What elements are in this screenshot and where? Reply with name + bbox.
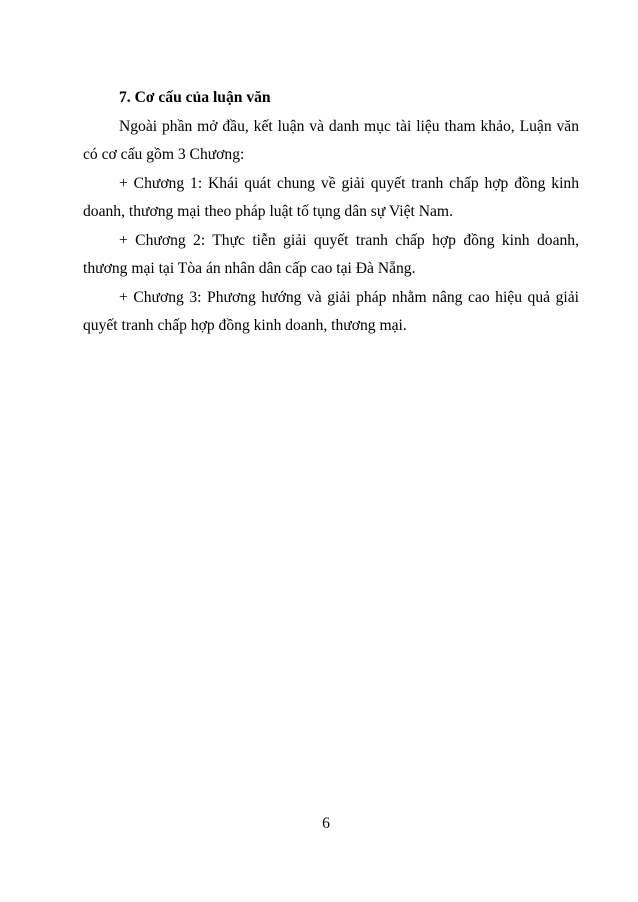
paragraph-chapter-2: + Chương 2: Thực tiễn giải quyết tranh chấp hợp đồng kinh doanh, thương mại tại Tòa án nhân dân cấp cao tại Đà Nẵng.: [83, 231, 579, 277]
paragraph-chapter-3: + Chương 3: Phương hướng và giải pháp nhằm nâng cao hiệu quả giải quyết tranh chấp hợp đồng kinh doanh, thương mại.: [83, 288, 579, 334]
page-number: 6: [322, 815, 330, 832]
document-body: [83, 84, 579, 341]
paragraph-intro: Ngoài phần mở đầu, kết luận và danh mục tài liệu tham khảo, Luận văn có cơ cấu gồm 3 Chương:: [83, 117, 579, 163]
section-heading: 7. Cơ cấu của luận văn: [119, 89, 271, 106]
paragraph-chapter-1: + Chương 1: Khái quát chung về giải quyết tranh chấp hợp đồng kinh doanh, thương mại theo pháp luật tố tụng dân sự Việt Nam.: [83, 174, 579, 220]
